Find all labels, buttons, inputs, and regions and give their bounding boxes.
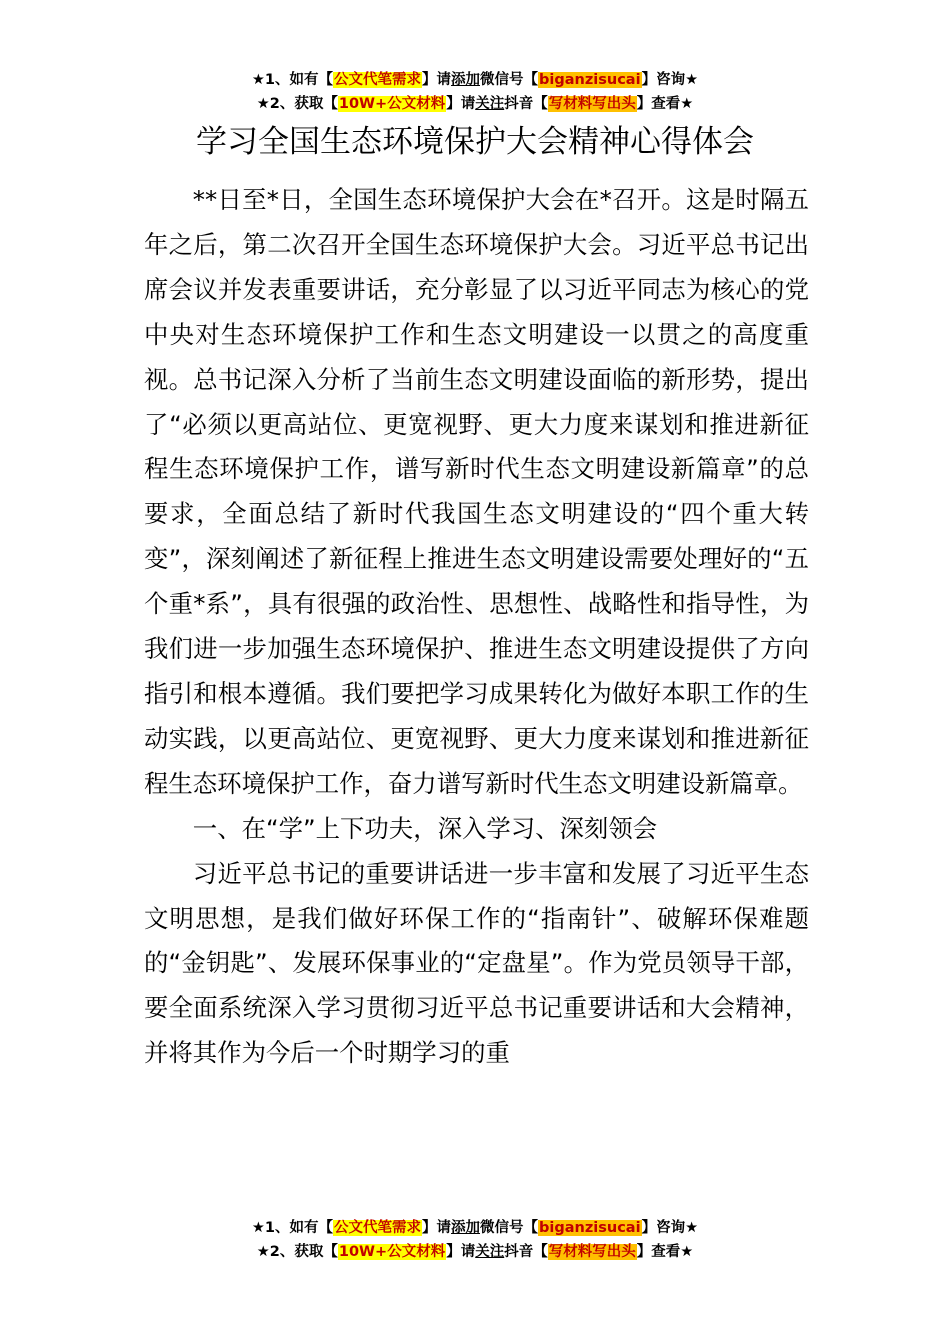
promo-underlined-text: 关注 xyxy=(475,96,505,112)
promo-text: 】咨询★ xyxy=(641,72,699,88)
promo-text: 】查看★ xyxy=(636,96,694,112)
section-heading: 一、在“学”上下功夫，深入学习、深刻领会 xyxy=(192,813,658,843)
document-body xyxy=(144,178,809,1076)
promo-wechat-id: biganzisucai xyxy=(539,72,641,88)
promo-douyin-id: 写材料写出头 xyxy=(548,96,636,112)
promo-text: 】请 xyxy=(422,1220,452,1236)
promo-line-1 xyxy=(0,68,950,92)
promo-underlined-text: 添加 xyxy=(451,1220,481,1236)
promo-wechat-id: biganzisucai xyxy=(539,1220,641,1236)
promo-line-2 xyxy=(0,1240,950,1264)
promo-text: 】请 xyxy=(422,72,452,88)
promo-underlined-text: 添加 xyxy=(451,72,481,88)
promo-text: 】查看★ xyxy=(636,1244,694,1260)
promo-text: 抖音【 xyxy=(504,96,548,112)
promo-highlight: 公文代笔需求 xyxy=(334,1220,422,1236)
promo-text: 】请 xyxy=(446,1244,476,1260)
promo-highlight: 10W+公文材料 xyxy=(338,96,446,112)
promo-text: ★1、如有【 xyxy=(251,72,334,88)
promo-text: ★2、获取【 xyxy=(256,1244,338,1260)
bottom-promo-banner xyxy=(0,1216,950,1264)
promo-highlight: 公文代笔需求 xyxy=(334,72,422,88)
top-promo-banner xyxy=(0,68,950,116)
promo-underlined-text: 关注 xyxy=(475,1244,505,1260)
promo-douyin-id: 写材料写出头 xyxy=(548,1244,636,1260)
promo-text: ★1、如有【 xyxy=(251,1220,334,1236)
paragraph-intro: **日至*日，全国生态环境保护大会在*召开。这是时隔五年之后，第二次召开全国生态环境保护大会。习近平总书记出席会议并发表重要讲话，充分彰显了以习近平同志为核心的党中央对生态环境保护工作和生态文明建设一以贯之的高度重视。总书记深入分析了当前生态文明建设面临的新形势，提出了“必须以更高站位、更宽视野、更大力度来谋划和推进新征程生态环境保护工作，谱写新时代生态文明建设新篇章”的总要求，全面总结了新时代我国生态文明建设的“四个重大转变”，深刻阐述了新征程上推进生态文明建设需要处理好的“五个重*系”，具有很强的政治性、思想性、战略性和指导性，为我们进一步加强生态环境保护、推进生态文明建设提供了方向指引和根本遵循。我们要把学习成果转化为做好本职工作的生动实践，以更高站位、更宽视野、更大力度来谋划和推进新征程生态环境保护工作，奋力谱写新时代生态文明建设新篇章。 xyxy=(144,185,809,798)
promo-line-2 xyxy=(0,92,950,116)
promo-text: 】咨询★ xyxy=(641,1220,699,1236)
paragraph-section-1: 习近平总书记的重要讲话进一步丰富和发展了习近平生态文明思想，是我们做好环保工作的“指南针”、破解环保难题的“金钥匙”、发展环保事业的“定盘星”。作为党员领导干部，要全面系统深入学习贯彻习近平总书记重要讲话和大会精神，并将其作为今后一个时期学习的重 xyxy=(144,858,809,1068)
promo-highlight: 10W+公文材料 xyxy=(338,1244,446,1260)
promo-text: 】请 xyxy=(446,96,476,112)
promo-text: ★2、获取【 xyxy=(256,96,338,112)
promo-text: 抖音【 xyxy=(504,1244,548,1260)
promo-line-1 xyxy=(0,1216,950,1240)
document-title: 学习全国生态环境保护大会精神心得体会 xyxy=(196,124,754,160)
promo-text: 微信号【 xyxy=(480,72,539,88)
promo-text: 微信号【 xyxy=(480,1220,539,1236)
